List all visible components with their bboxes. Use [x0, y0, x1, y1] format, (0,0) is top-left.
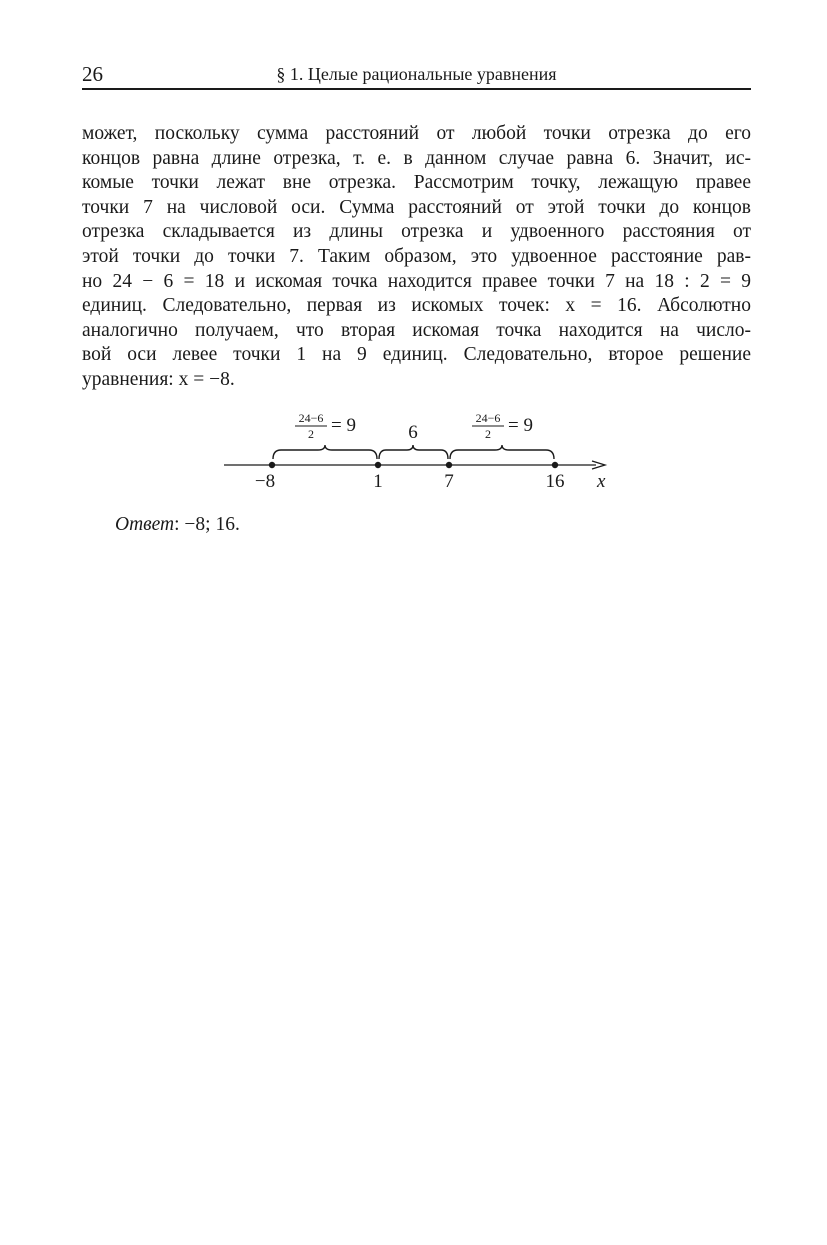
point-label: 7	[444, 471, 454, 492]
point-label: 1	[373, 471, 383, 492]
curly-brace	[273, 445, 377, 459]
fraction-result: = 9	[331, 415, 356, 436]
text-line: аналогично получаем, что вторая искомая точка находится на число-	[82, 319, 751, 341]
text-line: отрезка складывается из длины отрезка и удвоенного расстояния от	[82, 221, 751, 243]
running-title: § 1. Целые рациональные уравнения	[276, 64, 557, 84]
point-dot	[375, 462, 381, 468]
point-dot	[269, 462, 275, 468]
fraction-numerator: 24−6	[475, 411, 501, 425]
curly-brace	[450, 445, 554, 459]
fraction-numerator: 24−6	[298, 411, 324, 425]
text-line: концов равна длине отрезка, т. е. в данном случае равна 6. Значит, ис-	[82, 147, 751, 169]
point-label: 16	[545, 471, 565, 492]
number-line-svg	[210, 405, 630, 505]
text-line: комые точки лежат вне отрезка. Рассмотрим точку, лежащую правее	[82, 172, 751, 194]
axis-label: x	[597, 471, 606, 492]
text-line: точки 7 на числовой оси. Сумма расстояний от этой точки до концов	[82, 196, 751, 218]
text-line: единиц. Следовательно, первая из искомых точек: x = 16. Абсолютно	[82, 295, 751, 317]
body-paragraph	[82, 122, 751, 393]
answer-value: : −8; 16.	[174, 514, 240, 535]
point-dot	[552, 462, 558, 468]
brace-label: 6	[408, 422, 418, 443]
page-number: 26	[82, 62, 103, 86]
fraction-result: = 9	[508, 415, 533, 436]
fraction-denominator: 2	[308, 427, 314, 441]
number-line-figure	[210, 405, 630, 505]
text-line: но 24 − 6 = 18 и искомая точка находится правее точки 7 на 18 : 2 = 9	[82, 270, 751, 292]
answer-label: Ответ	[115, 514, 175, 535]
page-header	[82, 60, 751, 90]
text-line: может, поскольку сумма расстояний от любой точки отрезка до его	[82, 123, 751, 144]
fraction-denominator: 2	[485, 427, 491, 441]
answer-line	[115, 514, 240, 536]
point-dot	[446, 462, 452, 468]
point-label: −8	[254, 471, 276, 492]
text-line: уравнения: x = −8.	[82, 368, 235, 390]
curly-brace	[379, 445, 448, 459]
text-line: этой точки до точки 7. Таким образом, это удвоенное расстояние рав-	[82, 245, 751, 267]
text-line: вой оси левее точки 1 на 9 единиц. Следовательно, второе решение	[82, 344, 751, 366]
